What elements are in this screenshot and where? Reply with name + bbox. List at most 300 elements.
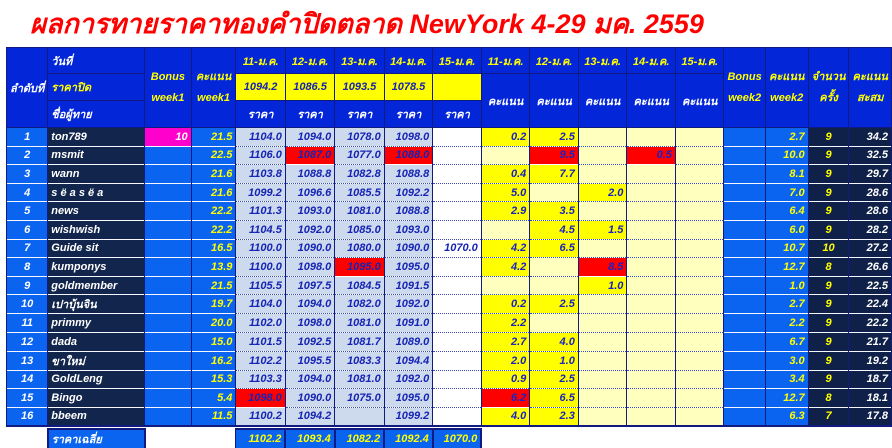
score-week1-cell: 21.5 <box>191 276 236 295</box>
score-week2-cell: 6.4 <box>765 202 808 221</box>
price-cell: 1104.5 <box>236 220 285 239</box>
rank-cell: 8 <box>7 258 48 277</box>
total-score-cell: 29.7 <box>849 165 892 184</box>
header-bonus-week1-line2: week1 <box>151 91 185 104</box>
total-score-cell: 17.8 <box>849 407 892 426</box>
day-score-cell <box>627 276 676 295</box>
price-cell: 1098.0 <box>384 128 433 147</box>
header-price-date: 15-ม.ค. <box>433 48 482 74</box>
count-cell: 7 <box>808 407 849 426</box>
price-cell <box>433 220 482 239</box>
rank-cell: 15 <box>7 389 48 408</box>
price-cell <box>335 407 384 426</box>
day-score-cell <box>627 128 676 147</box>
day-score-cell <box>675 351 724 370</box>
price-cell: 1104.0 <box>236 128 285 147</box>
bonus-week2-cell <box>724 258 765 277</box>
player-name-cell: เปาบุ้นจิน <box>48 295 145 314</box>
header-total-line2: สะสม <box>856 91 884 104</box>
day-score-cell <box>627 295 676 314</box>
bonus-week1-cell <box>145 220 192 239</box>
bonus-week2-cell <box>724 183 765 202</box>
player-name-cell: primmy <box>48 314 145 333</box>
header-bonus-week2-line2: week2 <box>728 91 762 104</box>
score-week1-cell: 15.3 <box>191 370 236 389</box>
table-row <box>7 332 892 351</box>
price-cell: 1094.0 <box>285 370 334 389</box>
total-score-cell: 22.4 <box>849 295 892 314</box>
price-cell: 1070.0 <box>433 239 482 258</box>
total-score-cell: 26.6 <box>849 258 892 277</box>
header-score-week2-line2: week2 <box>770 91 804 104</box>
day-score-cell: 6.5 <box>530 389 579 408</box>
player-name-cell: news <box>48 202 145 221</box>
day-score-cell <box>627 202 676 221</box>
score-week1-cell: 22.2 <box>191 220 236 239</box>
price-cell <box>433 165 482 184</box>
header-score-date: 14-ม.ค. <box>627 48 676 74</box>
close-price-cell <box>433 74 482 101</box>
score-week1-cell: 21.6 <box>191 165 236 184</box>
price-cell: 1085.5 <box>335 183 384 202</box>
table-footer <box>7 426 892 448</box>
day-score-cell <box>675 146 724 165</box>
price-cell: 1088.0 <box>384 146 433 165</box>
bonus-week2-cell <box>724 128 765 147</box>
score-week1-cell: 22.5 <box>191 146 236 165</box>
table-row <box>7 370 892 389</box>
average-row <box>7 429 892 448</box>
table-row <box>7 314 892 333</box>
header-score-week1-line2: week1 <box>197 91 231 104</box>
day-score-cell: 2.5 <box>530 295 579 314</box>
day-score-cell: 5.0 <box>481 183 529 202</box>
bonus-week2-cell <box>724 295 765 314</box>
rank-cell: 11 <box>7 314 48 333</box>
table-row <box>7 407 892 426</box>
price-cell <box>433 202 482 221</box>
day-score-cell <box>675 202 724 221</box>
bonus-week1-cell <box>145 389 192 408</box>
table-header <box>7 48 892 128</box>
total-score-cell: 19.2 <box>849 351 892 370</box>
day-score-cell: 2.7 <box>481 332 529 351</box>
price-cell: 1088.8 <box>384 202 433 221</box>
price-cell <box>433 389 482 408</box>
player-name-cell: kumponys <box>48 258 145 277</box>
day-score-cell <box>627 332 676 351</box>
header-score-date: 15-ม.ค. <box>675 48 724 74</box>
score-week2-cell: 12.7 <box>765 389 808 408</box>
header-price-sub: ราคา <box>285 101 334 128</box>
score-week1-cell: 16.2 <box>191 351 236 370</box>
day-score-cell <box>530 276 579 295</box>
score-week1-cell: 13.9 <box>191 258 236 277</box>
score-week1-cell: 22.2 <box>191 202 236 221</box>
day-score-cell <box>578 407 627 426</box>
day-score-cell <box>578 165 627 184</box>
price-cell: 1094.4 <box>384 351 433 370</box>
price-cell <box>433 332 482 351</box>
day-score-cell <box>675 295 724 314</box>
header-count-line1: จำนวน <box>811 70 846 83</box>
score-week2-cell: 6.7 <box>765 332 808 351</box>
score-week1-cell: 21.6 <box>191 183 236 202</box>
price-cell <box>433 295 482 314</box>
rank-cell: 9 <box>7 276 48 295</box>
price-cell: 1082.8 <box>335 165 384 184</box>
table-row <box>7 258 892 277</box>
results-table <box>6 47 892 448</box>
day-score-cell: 4.5 <box>530 220 579 239</box>
total-score-cell: 18.1 <box>849 389 892 408</box>
header-close-label: ราคาปิด <box>48 74 145 101</box>
price-cell: 1101.3 <box>236 202 285 221</box>
day-score-cell: 0.2 <box>481 295 529 314</box>
price-cell: 1081.7 <box>335 332 384 351</box>
day-score-cell <box>578 389 627 408</box>
day-score-cell: 4.2 <box>481 258 529 277</box>
day-score-cell <box>675 220 724 239</box>
day-score-cell: 2.5 <box>530 370 579 389</box>
score-week2-cell: 2.7 <box>765 295 808 314</box>
header-total-line1: คะแนน <box>852 70 888 83</box>
score-week2-cell: 7.0 <box>765 183 808 202</box>
price-cell: 1088.8 <box>285 165 334 184</box>
count-cell: 10 <box>808 239 849 258</box>
header-score-week2 <box>765 48 808 128</box>
day-score-cell <box>627 314 676 333</box>
price-cell: 1081.0 <box>335 202 384 221</box>
day-score-cell <box>675 314 724 333</box>
rank-cell: 16 <box>7 407 48 426</box>
count-cell: 9 <box>808 370 849 389</box>
price-cell: 1088.8 <box>384 165 433 184</box>
bonus-week1-cell <box>145 258 192 277</box>
total-score-cell: 18.7 <box>849 370 892 389</box>
close-price-cell: 1094.2 <box>236 74 285 101</box>
rank-cell: 2 <box>7 146 48 165</box>
price-cell: 1077.0 <box>335 146 384 165</box>
price-cell: 1094.2 <box>285 407 334 426</box>
count-cell: 9 <box>808 220 849 239</box>
average-price-cell: 1082.2 <box>335 429 384 448</box>
day-score-cell: 1.0 <box>530 351 579 370</box>
header-name-label: ชื่อผู้ทาย <box>48 101 145 128</box>
rank-cell: 10 <box>7 295 48 314</box>
table-body <box>7 128 892 426</box>
player-name-cell: ขาใหม่ <box>48 351 145 370</box>
day-score-cell: 4.0 <box>481 407 529 426</box>
price-cell: 1093.0 <box>285 202 334 221</box>
price-cell: 1100.0 <box>236 258 285 277</box>
count-cell: 9 <box>808 314 849 333</box>
price-cell: 1099.2 <box>236 183 285 202</box>
player-name-cell: ton789 <box>48 128 145 147</box>
bonus-week2-cell <box>724 314 765 333</box>
table-row <box>7 146 892 165</box>
price-cell: 1092.5 <box>285 332 334 351</box>
day-score-cell: 0.5 <box>627 146 676 165</box>
rank-cell: 3 <box>7 165 48 184</box>
table-row <box>7 239 892 258</box>
count-cell: 9 <box>808 332 849 351</box>
price-cell: 1104.0 <box>236 295 285 314</box>
bonus-week1-cell <box>145 295 192 314</box>
price-cell: 1089.0 <box>384 332 433 351</box>
price-cell: 1103.8 <box>236 165 285 184</box>
score-week2-cell: 2.7 <box>765 128 808 147</box>
header-price-sub: ราคา <box>236 101 285 128</box>
day-score-cell <box>675 389 724 408</box>
player-name-cell: GoldLeng <box>48 370 145 389</box>
score-week2-cell: 12.7 <box>765 258 808 277</box>
price-cell: 1095.0 <box>335 258 384 277</box>
count-cell: 9 <box>808 183 849 202</box>
price-cell: 1106.0 <box>236 146 285 165</box>
day-score-cell: 4.0 <box>530 332 579 351</box>
average-price-cell: 1070.0 <box>433 429 482 448</box>
total-score-cell: 32.5 <box>849 146 892 165</box>
price-cell: 1082.0 <box>335 295 384 314</box>
day-score-cell <box>481 220 529 239</box>
price-cell: 1084.5 <box>335 276 384 295</box>
day-score-cell <box>578 314 627 333</box>
day-score-cell: 1.0 <box>578 276 627 295</box>
day-score-cell: 6.5 <box>530 239 579 258</box>
header-bonus-week1-line1: Bonus <box>150 70 185 83</box>
total-score-cell: 27.2 <box>849 239 892 258</box>
price-cell: 1091.5 <box>384 276 433 295</box>
bonus-week2-cell <box>724 146 765 165</box>
day-score-cell <box>627 389 676 408</box>
header-price-date: 11-ม.ค. <box>236 48 285 74</box>
price-cell <box>433 258 482 277</box>
day-score-cell: 6.2 <box>481 389 529 408</box>
table-row <box>7 128 892 147</box>
bonus-week2-cell <box>724 276 765 295</box>
header-bonus-week2 <box>724 48 765 128</box>
day-score-cell <box>578 146 627 165</box>
day-score-cell: 8.5 <box>578 258 627 277</box>
price-cell: 1080.0 <box>335 239 384 258</box>
day-score-cell: 2.5 <box>530 128 579 147</box>
close-price-cell: 1078.5 <box>384 74 433 101</box>
player-name-cell: bbeem <box>48 407 145 426</box>
bonus-week1-cell <box>145 146 192 165</box>
average-price-cell: 1102.2 <box>236 429 285 448</box>
day-score-cell <box>578 202 627 221</box>
day-score-cell <box>578 351 627 370</box>
day-score-cell: 4.2 <box>481 239 529 258</box>
score-week2-cell: 3.0 <box>765 351 808 370</box>
rank-cell: 5 <box>7 202 48 221</box>
day-score-cell <box>675 407 724 426</box>
bonus-week1-cell <box>145 332 192 351</box>
header-price-date: 14-ม.ค. <box>384 48 433 74</box>
day-score-cell: 2.2 <box>481 314 529 333</box>
price-cell: 1099.2 <box>384 407 433 426</box>
day-score-cell <box>530 258 579 277</box>
price-cell: 1090.0 <box>285 389 334 408</box>
day-score-cell <box>627 407 676 426</box>
bonus-week1-cell <box>145 183 192 202</box>
header-total <box>849 48 892 128</box>
price-cell: 1097.5 <box>285 276 334 295</box>
score-week1-cell: 20.0 <box>191 314 236 333</box>
table-row <box>7 183 892 202</box>
average-label: ราคาเฉลี่ย <box>48 429 145 448</box>
score-week1-cell: 11.5 <box>191 407 236 426</box>
header-score-date: 13-ม.ค. <box>578 48 627 74</box>
header-score-date: 11-ม.ค. <box>481 48 529 74</box>
table-row <box>7 220 892 239</box>
rank-cell: 12 <box>7 332 48 351</box>
price-cell: 1102.2 <box>236 351 285 370</box>
bonus-week2-cell <box>724 165 765 184</box>
total-score-cell: 28.2 <box>849 220 892 239</box>
bonus-week2-cell <box>724 407 765 426</box>
score-week2-cell: 2.2 <box>765 314 808 333</box>
price-cell: 1092.0 <box>384 295 433 314</box>
header-rank: ลำดับที่ <box>7 48 48 128</box>
score-week2-cell: 6.3 <box>765 407 808 426</box>
header-bonus-week2-line1: Bonus <box>727 70 762 83</box>
day-score-cell <box>675 258 724 277</box>
day-score-cell <box>675 370 724 389</box>
bonus-week1-cell <box>145 202 192 221</box>
day-score-cell: 0.2 <box>481 128 529 147</box>
price-cell: 1093.0 <box>384 220 433 239</box>
rank-cell: 13 <box>7 351 48 370</box>
page-title: ผลการทายราคาทองคำปิดตลาด NewYork 4-29 มค. 2559 <box>30 9 704 39</box>
header-price-sub: ราคา <box>335 101 384 128</box>
price-cell: 1094.0 <box>285 128 334 147</box>
total-score-cell: 22.2 <box>849 314 892 333</box>
bonus-week1-cell <box>145 165 192 184</box>
price-cell: 1087.0 <box>285 146 334 165</box>
rank-cell: 14 <box>7 370 48 389</box>
day-score-cell <box>481 146 529 165</box>
price-cell: 1101.5 <box>236 332 285 351</box>
count-cell: 9 <box>808 165 849 184</box>
day-score-cell: 2.9 <box>481 202 529 221</box>
rank-cell: 4 <box>7 183 48 202</box>
rank-cell: 7 <box>7 239 48 258</box>
score-week2-cell: 8.1 <box>765 165 808 184</box>
price-cell <box>433 314 482 333</box>
price-cell: 1081.0 <box>335 314 384 333</box>
price-cell: 1094.0 <box>285 295 334 314</box>
count-cell: 9 <box>808 295 849 314</box>
day-score-cell <box>530 314 579 333</box>
player-name-cell: wishwish <box>48 220 145 239</box>
score-week2-cell: 10.7 <box>765 239 808 258</box>
total-score-cell: 22.5 <box>849 276 892 295</box>
price-cell <box>433 370 482 389</box>
score-week1-cell: 15.0 <box>191 332 236 351</box>
day-score-cell <box>675 332 724 351</box>
total-score-cell: 28.6 <box>849 183 892 202</box>
header-score-week1-line1: คะแนน <box>195 70 232 83</box>
bonus-week2-cell <box>724 351 765 370</box>
table-row <box>7 165 892 184</box>
bonus-week2-cell <box>724 202 765 221</box>
average-price-cell: 1092.4 <box>384 429 433 448</box>
day-score-cell <box>675 276 724 295</box>
price-cell: 1096.6 <box>285 183 334 202</box>
price-cell <box>433 351 482 370</box>
score-week2-cell: 1.0 <box>765 276 808 295</box>
score-week2-cell: 3.4 <box>765 370 808 389</box>
day-score-cell: 1.5 <box>578 220 627 239</box>
price-cell: 1092.0 <box>285 220 334 239</box>
price-cell: 1092.0 <box>384 370 433 389</box>
day-score-cell: 3.5 <box>530 202 579 221</box>
price-cell: 1100.2 <box>236 407 285 426</box>
price-cell: 1098.0 <box>236 389 285 408</box>
day-score-cell: 7.7 <box>530 165 579 184</box>
score-week2-cell: 10.0 <box>765 146 808 165</box>
price-cell: 1081.0 <box>335 370 384 389</box>
day-score-cell <box>675 183 724 202</box>
header-price-sub: ราคา <box>433 101 482 128</box>
bonus-week2-cell <box>724 220 765 239</box>
day-score-cell <box>578 332 627 351</box>
day-score-cell: 2.0 <box>481 351 529 370</box>
average-price-cell: 1093.4 <box>285 429 334 448</box>
player-name-cell: dada <box>48 332 145 351</box>
day-score-cell: 2.0 <box>578 183 627 202</box>
header-score-sub: คะแนน <box>627 74 676 128</box>
score-week1-cell: 16.5 <box>191 239 236 258</box>
header-bonus-week1 <box>145 48 192 128</box>
count-cell: 9 <box>808 351 849 370</box>
price-cell: 1103.3 <box>236 370 285 389</box>
count-cell: 8 <box>808 389 849 408</box>
total-score-cell: 21.7 <box>849 332 892 351</box>
day-score-cell: 9.5 <box>530 146 579 165</box>
price-cell <box>433 128 482 147</box>
header-date-label: วันที่ <box>48 48 145 74</box>
table-row <box>7 276 892 295</box>
header-count <box>808 48 849 128</box>
bonus-week1-cell <box>145 239 192 258</box>
day-score-cell <box>675 128 724 147</box>
price-cell: 1083.3 <box>335 351 384 370</box>
player-name-cell: goldmember <box>48 276 145 295</box>
score-week1-cell: 21.5 <box>191 128 236 147</box>
bonus-week1-cell: 10 <box>145 128 192 147</box>
close-price-cell: 1093.5 <box>335 74 384 101</box>
day-score-cell <box>627 258 676 277</box>
player-name-cell: Guide sit <box>48 239 145 258</box>
header-price-date: 13-ม.ค. <box>335 48 384 74</box>
day-score-cell <box>675 239 724 258</box>
header-score-sub: คะแนน <box>578 74 627 128</box>
day-score-cell <box>627 220 676 239</box>
price-cell <box>433 146 482 165</box>
price-cell <box>433 407 482 426</box>
day-score-cell <box>627 183 676 202</box>
player-name-cell: msmit <box>48 146 145 165</box>
price-cell: 1095.0 <box>384 389 433 408</box>
count-cell: 8 <box>808 258 849 277</box>
day-score-cell <box>578 295 627 314</box>
count-cell: 9 <box>808 202 849 221</box>
bonus-week1-cell <box>145 370 192 389</box>
day-score-cell <box>627 370 676 389</box>
